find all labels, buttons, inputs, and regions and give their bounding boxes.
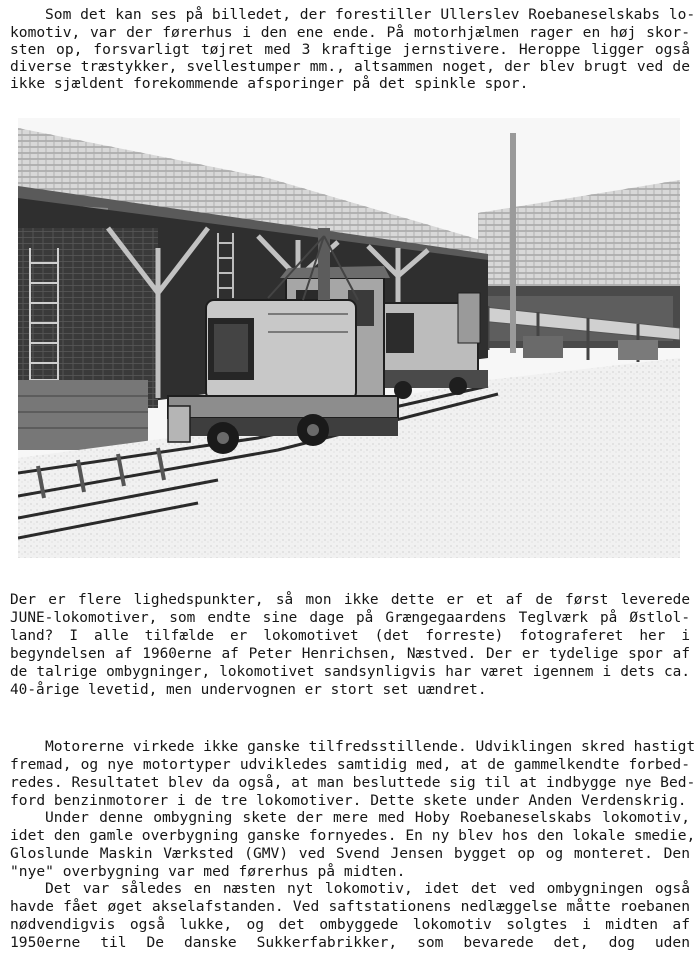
text-line: "nye" overbygning var med førerhus på midten. bbox=[10, 863, 406, 880]
text-line: Gloslunde Maskin Værksted (GMV) ved Svend Jensen bygget op og monteret. Den bbox=[10, 845, 690, 862]
text-line: redes. Resultatet blev da også, at man besluttede sig til at indbygge nye Bed- bbox=[10, 774, 696, 791]
text-line: Motorerne virkede ikke ganske tilfredsstillende. Udviklingen skred hastigt bbox=[45, 738, 696, 755]
text-line: JUNE-lokomotiver, som endte sine dage på Grængegaardens Teglværk på Østlol- bbox=[10, 610, 690, 626]
text-line: sten op, forsvarligt tøjret med 3 kraftige jernstivere. Heroppe ligger også bbox=[10, 41, 690, 58]
text-line: ikke sjældent forekommende afsporinger på det spinkle spor. bbox=[10, 75, 529, 92]
rear-locomotive bbox=[373, 293, 488, 399]
text-line: havde fået øget akselafstanden. Ved saftstationens nedlæggelse måtte roebanen bbox=[10, 898, 690, 915]
text-line: land? I alle tilfælde er lokomotivet (det forreste) fotograferet her i bbox=[10, 628, 690, 644]
text-line: Det var således en næsten nyt lokomotiv, idet det ved ombygningen også bbox=[45, 880, 690, 897]
text-line: idet den gamle overbygning ganske fornyedes. En ny blev hos den lokale smedie, bbox=[10, 827, 696, 844]
text-line: begyndelsen af 1960erne af Peter Henrichsen, Næstved. Der er tydelige spor af bbox=[10, 646, 690, 662]
text-line: fremad, og nye motortyper udvikledes samtidig med, at de gammelkendte forbed- bbox=[10, 756, 690, 773]
text-line: de talrige ombygninger, lokomotivet sandsynligvis har været igennem i dets ca. bbox=[10, 664, 690, 680]
text-line: diverse træstykker, svellestumper mm., altsammen noget, der blev brugt ved de bbox=[10, 58, 690, 75]
text-line: 40-årige levetid, men undervognen er stort set uændret. bbox=[10, 682, 487, 698]
text-line: komotiv, var der førerhus i den ene ende. På motorhjælmen rager en høj skor- bbox=[10, 24, 690, 41]
text-line: 1950erne til De danske Sukkerfabrikker, som bevarede det, dog uden bbox=[10, 934, 690, 951]
text-line: Under denne ombygning skete der mere med Hoby Roebaneselskabs lokomotiv, bbox=[45, 809, 690, 826]
text-line: Der er flere lighedspunkter, så mon ikke dette er et af de først leverede bbox=[10, 592, 690, 608]
text-line: Som det kan ses på billedet, der forestiller Ullerslev Roebaneselskabs lo- bbox=[45, 6, 696, 23]
locomotive-photo bbox=[18, 118, 680, 558]
text-line: ford benzinmotorer i de tre lokomotiver. Dette skete under Anden Verdenskrig. bbox=[10, 792, 687, 809]
text-line: nødvendigvis også lukke, og det ombyggede lokomotiv solgtes i midten af bbox=[10, 916, 690, 933]
